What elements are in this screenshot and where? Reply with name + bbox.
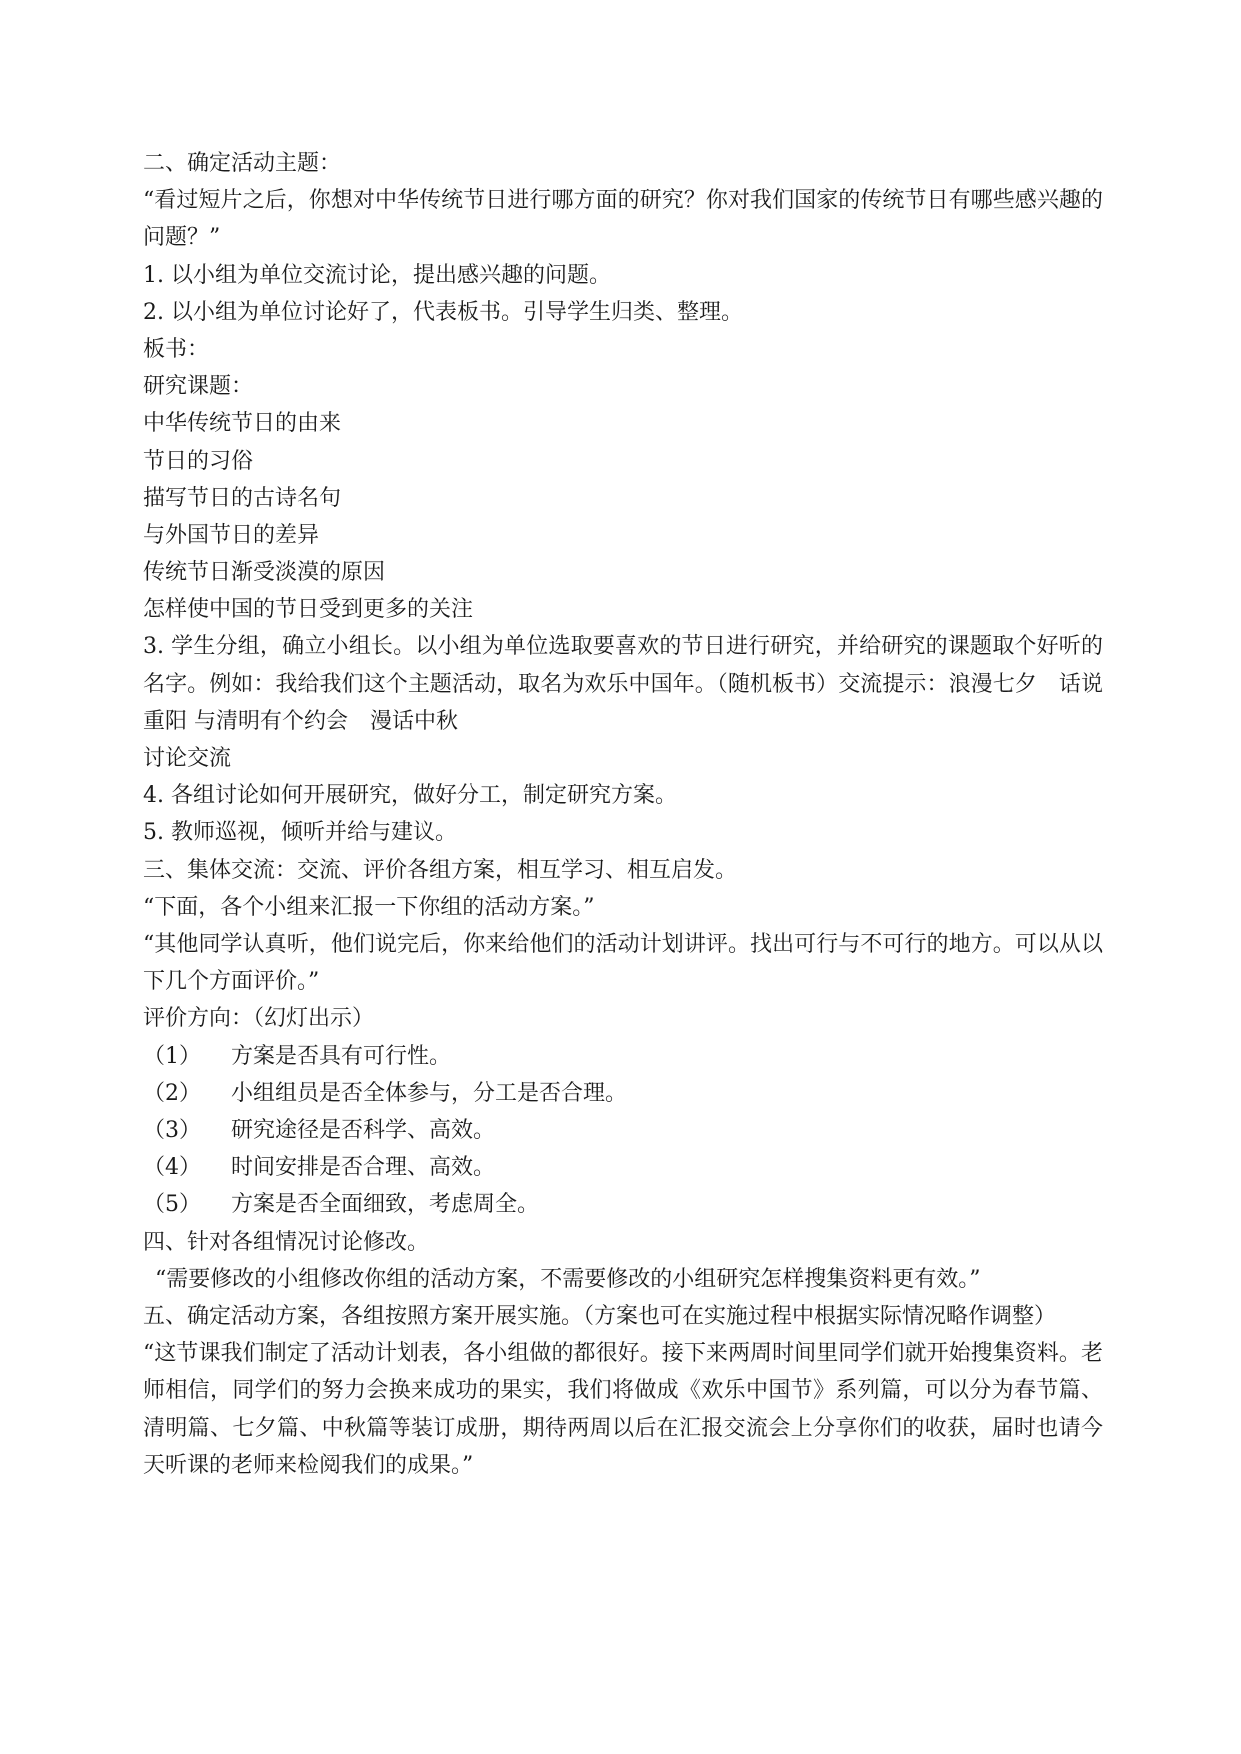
topic-item: 传统节日渐受淡漠的原因: [143, 560, 386, 586]
step-item: 4. 各组讨论如何开展研究，做好分工，制定研究方案。: [143, 783, 677, 809]
topic-item: 中华传统节日的由来: [143, 411, 342, 437]
topic-item: 与外国节日的差异: [143, 522, 320, 548]
eval-number: （5）: [143, 1192, 201, 1218]
eval-number: （2）: [143, 1080, 201, 1106]
topic-item: 怎样使中国的节日受到更多的关注: [143, 597, 474, 623]
eval-text: 小组组员是否全体参与，分工是否合理。: [231, 1080, 628, 1106]
topics-label: 研究课题：: [143, 374, 254, 400]
eval-number: （1）: [143, 1043, 201, 1069]
quote-paragraph: “需要修改的小组修改你组的活动方案，不需要修改的小组研究怎样搜集资料更有效。”: [155, 1266, 981, 1292]
topic-item: 描写节日的古诗名句: [143, 485, 342, 511]
section-heading: 四、针对各组情况讨论修改。: [143, 1229, 430, 1255]
step-item: 3. 学生分组，确立小组长。以小组为单位选取要喜欢的节日进行研究，并给研究的课题取个好听的名字。例如：我给我们这个主题活动，取名为欢乐中国年。（随机板书）交流提示：浪漫七夕 话说重阳 与清明有个约会 漫话中秋: [143, 634, 1103, 734]
section-heading: 五、确定活动方案，各组按照方案开展实施。（方案也可在实施过程中根据实际情况略作调整）: [143, 1303, 1057, 1329]
eval-text: 时间安排是否合理、高效。: [231, 1155, 496, 1181]
quote-paragraph: “这节课我们制定了活动计划表，各小组做的都很好。接下来两周时间里同学们就开始搜集资料。老师相信，同学们的努力会换来成功的果实，我们将做成《欢乐中国节》系列篇，可以分为春节篇、清明篇、七夕篇、中秋篇等装订成册，期待两周以后在汇报交流会上分享你们的收获，届时也请今天听课的老师来检阅我们的成果。”: [143, 1341, 1103, 1478]
eval-label: 评价方向：（幻灯出示）: [143, 1006, 375, 1032]
eval-item: [143, 1038, 1103, 1075]
eval-number: （4）: [143, 1155, 201, 1181]
eval-item: [143, 1149, 1103, 1186]
eval-number: （3）: [143, 1117, 201, 1143]
eval-item: [143, 1112, 1103, 1149]
quote-paragraph: “下面，各个小组来汇报一下你组的活动方案。”: [143, 894, 595, 920]
step-item: 2. 以小组为单位讨论好了，代表板书。引导学生归类、整理。: [143, 299, 743, 325]
quote-paragraph: “看过短片之后，你想对中华传统节日进行哪方面的研究？你对我们国家的传统节日有哪些感兴趣的问题？”: [143, 188, 1103, 251]
eval-text: 方案是否全面细致，考虑周全。: [231, 1192, 540, 1218]
step-item: 1. 以小组为单位交流讨论，提出感兴趣的问题。: [143, 262, 611, 288]
section-heading: 三、集体交流：交流、评价各组方案，相互学习、相互启发。: [143, 857, 738, 883]
discuss-label: 讨论交流: [143, 746, 232, 772]
board-label: 板书：: [143, 336, 210, 362]
topic-item: 节日的习俗: [143, 448, 254, 474]
step-item: 5. 教师巡视，倾听并给与建议。: [143, 820, 457, 846]
eval-text: 方案是否具有可行性。: [231, 1043, 452, 1069]
document-body: [143, 145, 1103, 1484]
quote-paragraph: “其他同学认真听，他们说完后，你来给他们的活动计划讲评。找出可行与不可行的地方。可以从以下几个方面评价。”: [143, 932, 1103, 995]
eval-item: [143, 1186, 1103, 1223]
section-heading: 二、确定活动主题：: [143, 151, 342, 176]
eval-item: [143, 1075, 1103, 1112]
eval-text: 研究途径是否科学、高效。: [231, 1117, 496, 1143]
